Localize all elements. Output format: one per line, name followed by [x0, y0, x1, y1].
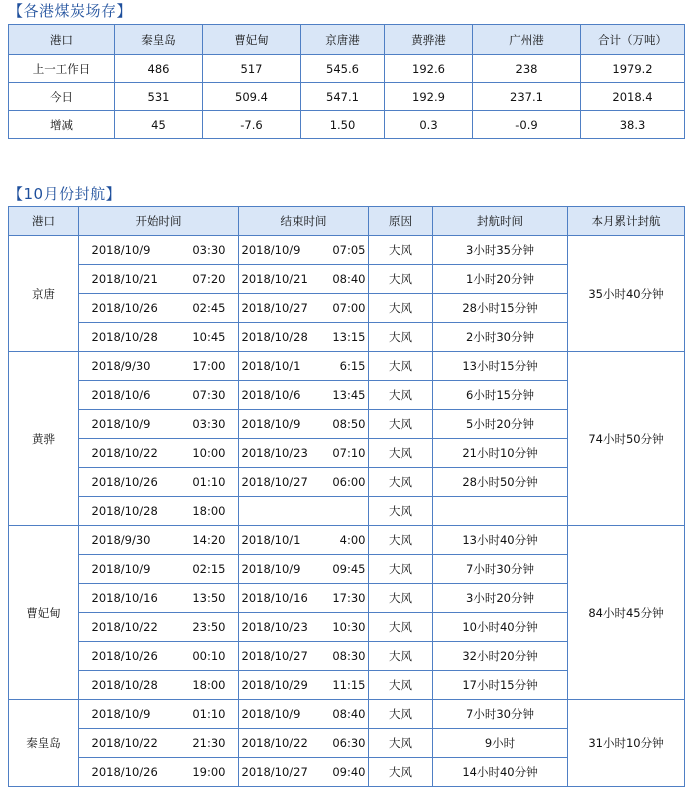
start-clock: 14:20 [192, 533, 226, 547]
end-date: 2018/10/27 [241, 765, 308, 779]
end-date: 2018/10/28 [241, 330, 308, 344]
reason-cell: 大风 [369, 294, 433, 323]
end-time-cell [239, 439, 369, 468]
table-cell: 531 [115, 83, 203, 111]
row-label: 今日 [9, 83, 115, 111]
end-time-cell [239, 468, 369, 497]
start-time-cell [79, 468, 239, 497]
reason-cell: 大风 [369, 323, 433, 352]
start-clock: 10:45 [192, 330, 226, 344]
start-time-cell [79, 729, 239, 758]
start-time-cell [79, 497, 239, 526]
reason-cell: 大风 [369, 410, 433, 439]
duration-cell: 1小时20分钟 [433, 265, 568, 294]
start-clock: 23:50 [192, 620, 226, 634]
end-time-cell [239, 584, 369, 613]
duration-cell: 3小时20分钟 [433, 584, 568, 613]
start-date: 2018/10/22 [91, 446, 158, 460]
end-time-cell [239, 526, 369, 555]
duration-cell: 14小时40分钟 [433, 758, 568, 787]
start-clock: 19:00 [192, 765, 226, 779]
row-label: 增减 [9, 111, 115, 139]
monthly-total-cell: 35小时40分钟 [568, 236, 685, 352]
end-date: 2018/10/16 [241, 591, 308, 605]
start-clock: 01:10 [192, 475, 226, 489]
start-date: 2018/10/22 [91, 620, 158, 634]
start-time-cell [79, 555, 239, 584]
start-date: 2018/10/28 [91, 678, 158, 692]
reason-cell: 大风 [369, 236, 433, 265]
duration-cell: 28小时50分钟 [433, 468, 568, 497]
table-cell: -7.6 [203, 111, 301, 139]
start-date: 2018/10/26 [91, 649, 158, 663]
table-row [9, 352, 685, 381]
reason-cell: 大风 [369, 352, 433, 381]
start-date: 2018/10/26 [91, 301, 158, 315]
end-time-cell [239, 497, 369, 526]
duration-cell: 3小时35分钟 [433, 236, 568, 265]
port-cell: 秦皇岛 [9, 700, 79, 787]
reason-cell: 大风 [369, 671, 433, 700]
start-date: 2018/10/21 [91, 272, 158, 286]
end-clock: 06:00 [332, 475, 366, 489]
start-clock: 21:30 [192, 736, 226, 750]
duration-cell [433, 497, 568, 526]
end-time-cell [239, 613, 369, 642]
start-date: 2018/10/26 [91, 765, 158, 779]
reason-cell: 大风 [369, 642, 433, 671]
start-clock: 03:30 [192, 417, 226, 431]
reason-cell: 大风 [369, 758, 433, 787]
table-cell: 45 [115, 111, 203, 139]
closure-header-row [9, 207, 685, 236]
reason-cell: 大风 [369, 497, 433, 526]
start-date: 2018/10/9 [91, 707, 151, 721]
duration-cell: 5小时20分钟 [433, 410, 568, 439]
reason-cell: 大风 [369, 526, 433, 555]
start-time-cell [79, 294, 239, 323]
table-row [9, 526, 685, 555]
reason-cell: 大风 [369, 700, 433, 729]
end-clock: 09:45 [332, 562, 366, 576]
duration-cell: 7小时30分钟 [433, 555, 568, 584]
table-cell: 1.50 [301, 111, 385, 139]
start-clock: 18:00 [192, 678, 226, 692]
monthly-total-cell: 74小时50分钟 [568, 352, 685, 526]
start-time-cell [79, 700, 239, 729]
end-clock: 10:30 [332, 620, 366, 634]
end-clock: 07:00 [332, 301, 366, 315]
header-cell: 结束时间 [239, 207, 369, 236]
closure-section-title: 【10月份封航】 [8, 185, 122, 203]
end-time-cell [239, 323, 369, 352]
duration-cell: 17小时15分钟 [433, 671, 568, 700]
header-cell: 秦皇岛 [115, 25, 203, 55]
end-date: 2018/10/23 [241, 446, 308, 460]
stock-section-title: 【各港煤炭场存】 [8, 2, 133, 20]
header-cell: 合计（万吨） [581, 25, 685, 55]
end-date: 2018/10/22 [241, 736, 308, 750]
start-time-cell [79, 265, 239, 294]
table-cell: 517 [203, 55, 301, 83]
duration-cell: 6小时15分钟 [433, 381, 568, 410]
start-date: 2018/10/26 [91, 475, 158, 489]
start-time-cell [79, 439, 239, 468]
end-date: 2018/10/9 [241, 417, 301, 431]
table-cell: 237.1 [473, 83, 581, 111]
end-clock: 08:30 [332, 649, 366, 663]
end-date: 2018/10/1 [241, 533, 301, 547]
end-clock: 06:30 [332, 736, 366, 750]
header-cell: 广州港 [473, 25, 581, 55]
start-date: 2018/10/28 [91, 330, 158, 344]
table-cell: 547.1 [301, 83, 385, 111]
start-time-cell [79, 352, 239, 381]
reason-cell: 大风 [369, 584, 433, 613]
reason-cell: 大风 [369, 555, 433, 584]
end-clock: 08:40 [332, 707, 366, 721]
end-time-cell [239, 265, 369, 294]
end-time-cell [239, 700, 369, 729]
table-cell: 545.6 [301, 55, 385, 83]
start-clock: 10:00 [192, 446, 226, 460]
start-clock: 02:15 [192, 562, 226, 576]
end-date: 2018/10/29 [241, 678, 308, 692]
start-date: 2018/10/9 [91, 417, 151, 431]
end-date: 2018/10/23 [241, 620, 308, 634]
end-clock: 6:15 [339, 359, 366, 373]
table-cell: 2018.4 [581, 83, 685, 111]
reason-cell: 大风 [369, 613, 433, 642]
end-date: 2018/10/9 [241, 707, 301, 721]
end-time-cell [239, 758, 369, 787]
header-cell: 本月累计封航 [568, 207, 685, 236]
table-cell: 1979.2 [581, 55, 685, 83]
port-cell: 黄骅 [9, 352, 79, 526]
table-cell: 0.3 [385, 111, 473, 139]
end-time-cell [239, 671, 369, 700]
stock-table [8, 24, 685, 139]
table-cell: 192.6 [385, 55, 473, 83]
start-clock: 07:30 [192, 388, 226, 402]
start-date: 2018/10/9 [91, 562, 151, 576]
header-cell: 京唐港 [301, 25, 385, 55]
table-row [9, 236, 685, 265]
end-clock: 09:40 [332, 765, 366, 779]
start-clock: 00:10 [192, 649, 226, 663]
row-label: 上一工作日 [9, 55, 115, 83]
start-time-cell [79, 381, 239, 410]
end-date: 2018/10/27 [241, 475, 308, 489]
header-cell: 港口 [9, 207, 79, 236]
reason-cell: 大风 [369, 439, 433, 468]
start-time-cell [79, 584, 239, 613]
start-date: 2018/10/9 [91, 243, 151, 257]
start-clock: 02:45 [192, 301, 226, 315]
end-clock: 08:50 [332, 417, 366, 431]
start-date: 2018/9/30 [91, 359, 151, 373]
table-cell: 486 [115, 55, 203, 83]
duration-cell: 10小时40分钟 [433, 613, 568, 642]
end-clock: 08:40 [332, 272, 366, 286]
end-date: 2018/10/9 [241, 562, 301, 576]
start-time-cell [79, 526, 239, 555]
end-time-cell [239, 381, 369, 410]
start-clock: 01:10 [192, 707, 226, 721]
reason-cell: 大风 [369, 265, 433, 294]
end-clock: 17:30 [332, 591, 366, 605]
header-cell: 港口 [9, 25, 115, 55]
closure-table [8, 206, 685, 787]
end-clock: 4:00 [339, 533, 366, 547]
duration-cell: 2小时30分钟 [433, 323, 568, 352]
end-time-cell [239, 294, 369, 323]
start-date: 2018/9/30 [91, 533, 151, 547]
header-cell: 封航时间 [433, 207, 568, 236]
table-row [9, 111, 685, 139]
end-time-cell [239, 729, 369, 758]
end-time-cell [239, 555, 369, 584]
table-row [9, 83, 685, 111]
duration-cell: 28小时15分钟 [433, 294, 568, 323]
header-cell: 开始时间 [79, 207, 239, 236]
end-date: 2018/10/27 [241, 649, 308, 663]
start-clock: 03:30 [192, 243, 226, 257]
end-date: 2018/10/21 [241, 272, 308, 286]
end-date: 2018/10/1 [241, 359, 301, 373]
port-cell: 曹妃甸 [9, 526, 79, 700]
monthly-total-cell: 84小时45分钟 [568, 526, 685, 700]
reason-cell: 大风 [369, 381, 433, 410]
duration-cell: 21小时10分钟 [433, 439, 568, 468]
end-date: 2018/10/9 [241, 243, 301, 257]
header-cell: 原因 [369, 207, 433, 236]
start-time-cell [79, 410, 239, 439]
start-date: 2018/10/22 [91, 736, 158, 750]
end-date: 2018/10/6 [241, 388, 301, 402]
end-clock: 11:15 [332, 678, 366, 692]
duration-cell: 9小时 [433, 729, 568, 758]
end-clock: 07:10 [332, 446, 366, 460]
reason-cell: 大风 [369, 729, 433, 758]
start-time-cell [79, 642, 239, 671]
start-time-cell [79, 323, 239, 352]
table-cell: 38.3 [581, 111, 685, 139]
header-cell: 黄骅港 [385, 25, 473, 55]
end-time-cell [239, 352, 369, 381]
end-clock: 13:15 [332, 330, 366, 344]
monthly-total-cell: 31小时10分钟 [568, 700, 685, 787]
end-time-cell [239, 642, 369, 671]
end-clock: 13:45 [332, 388, 366, 402]
duration-cell: 32小时20分钟 [433, 642, 568, 671]
duration-cell: 7小时30分钟 [433, 700, 568, 729]
start-clock: 18:00 [192, 504, 226, 518]
closure-table-body [9, 236, 685, 787]
table-cell: -0.9 [473, 111, 581, 139]
table-cell: 192.9 [385, 83, 473, 111]
start-time-cell [79, 758, 239, 787]
start-date: 2018/10/6 [91, 388, 151, 402]
table-row [9, 700, 685, 729]
start-date: 2018/10/16 [91, 591, 158, 605]
table-row [9, 55, 685, 83]
stock-header-row [9, 25, 685, 55]
table-cell: 509.4 [203, 83, 301, 111]
start-time-cell [79, 613, 239, 642]
duration-cell: 13小时40分钟 [433, 526, 568, 555]
start-time-cell [79, 236, 239, 265]
reason-cell: 大风 [369, 468, 433, 497]
end-clock: 07:05 [332, 243, 366, 257]
table-cell: 238 [473, 55, 581, 83]
start-clock: 07:20 [192, 272, 226, 286]
end-date: 2018/10/27 [241, 301, 308, 315]
end-time-cell [239, 410, 369, 439]
duration-cell: 13小时15分钟 [433, 352, 568, 381]
end-time-cell [239, 236, 369, 265]
header-cell: 曹妃甸 [203, 25, 301, 55]
start-time-cell [79, 671, 239, 700]
port-cell: 京唐 [9, 236, 79, 352]
start-clock: 17:00 [192, 359, 226, 373]
start-clock: 13:50 [192, 591, 226, 605]
start-date: 2018/10/28 [91, 504, 158, 518]
